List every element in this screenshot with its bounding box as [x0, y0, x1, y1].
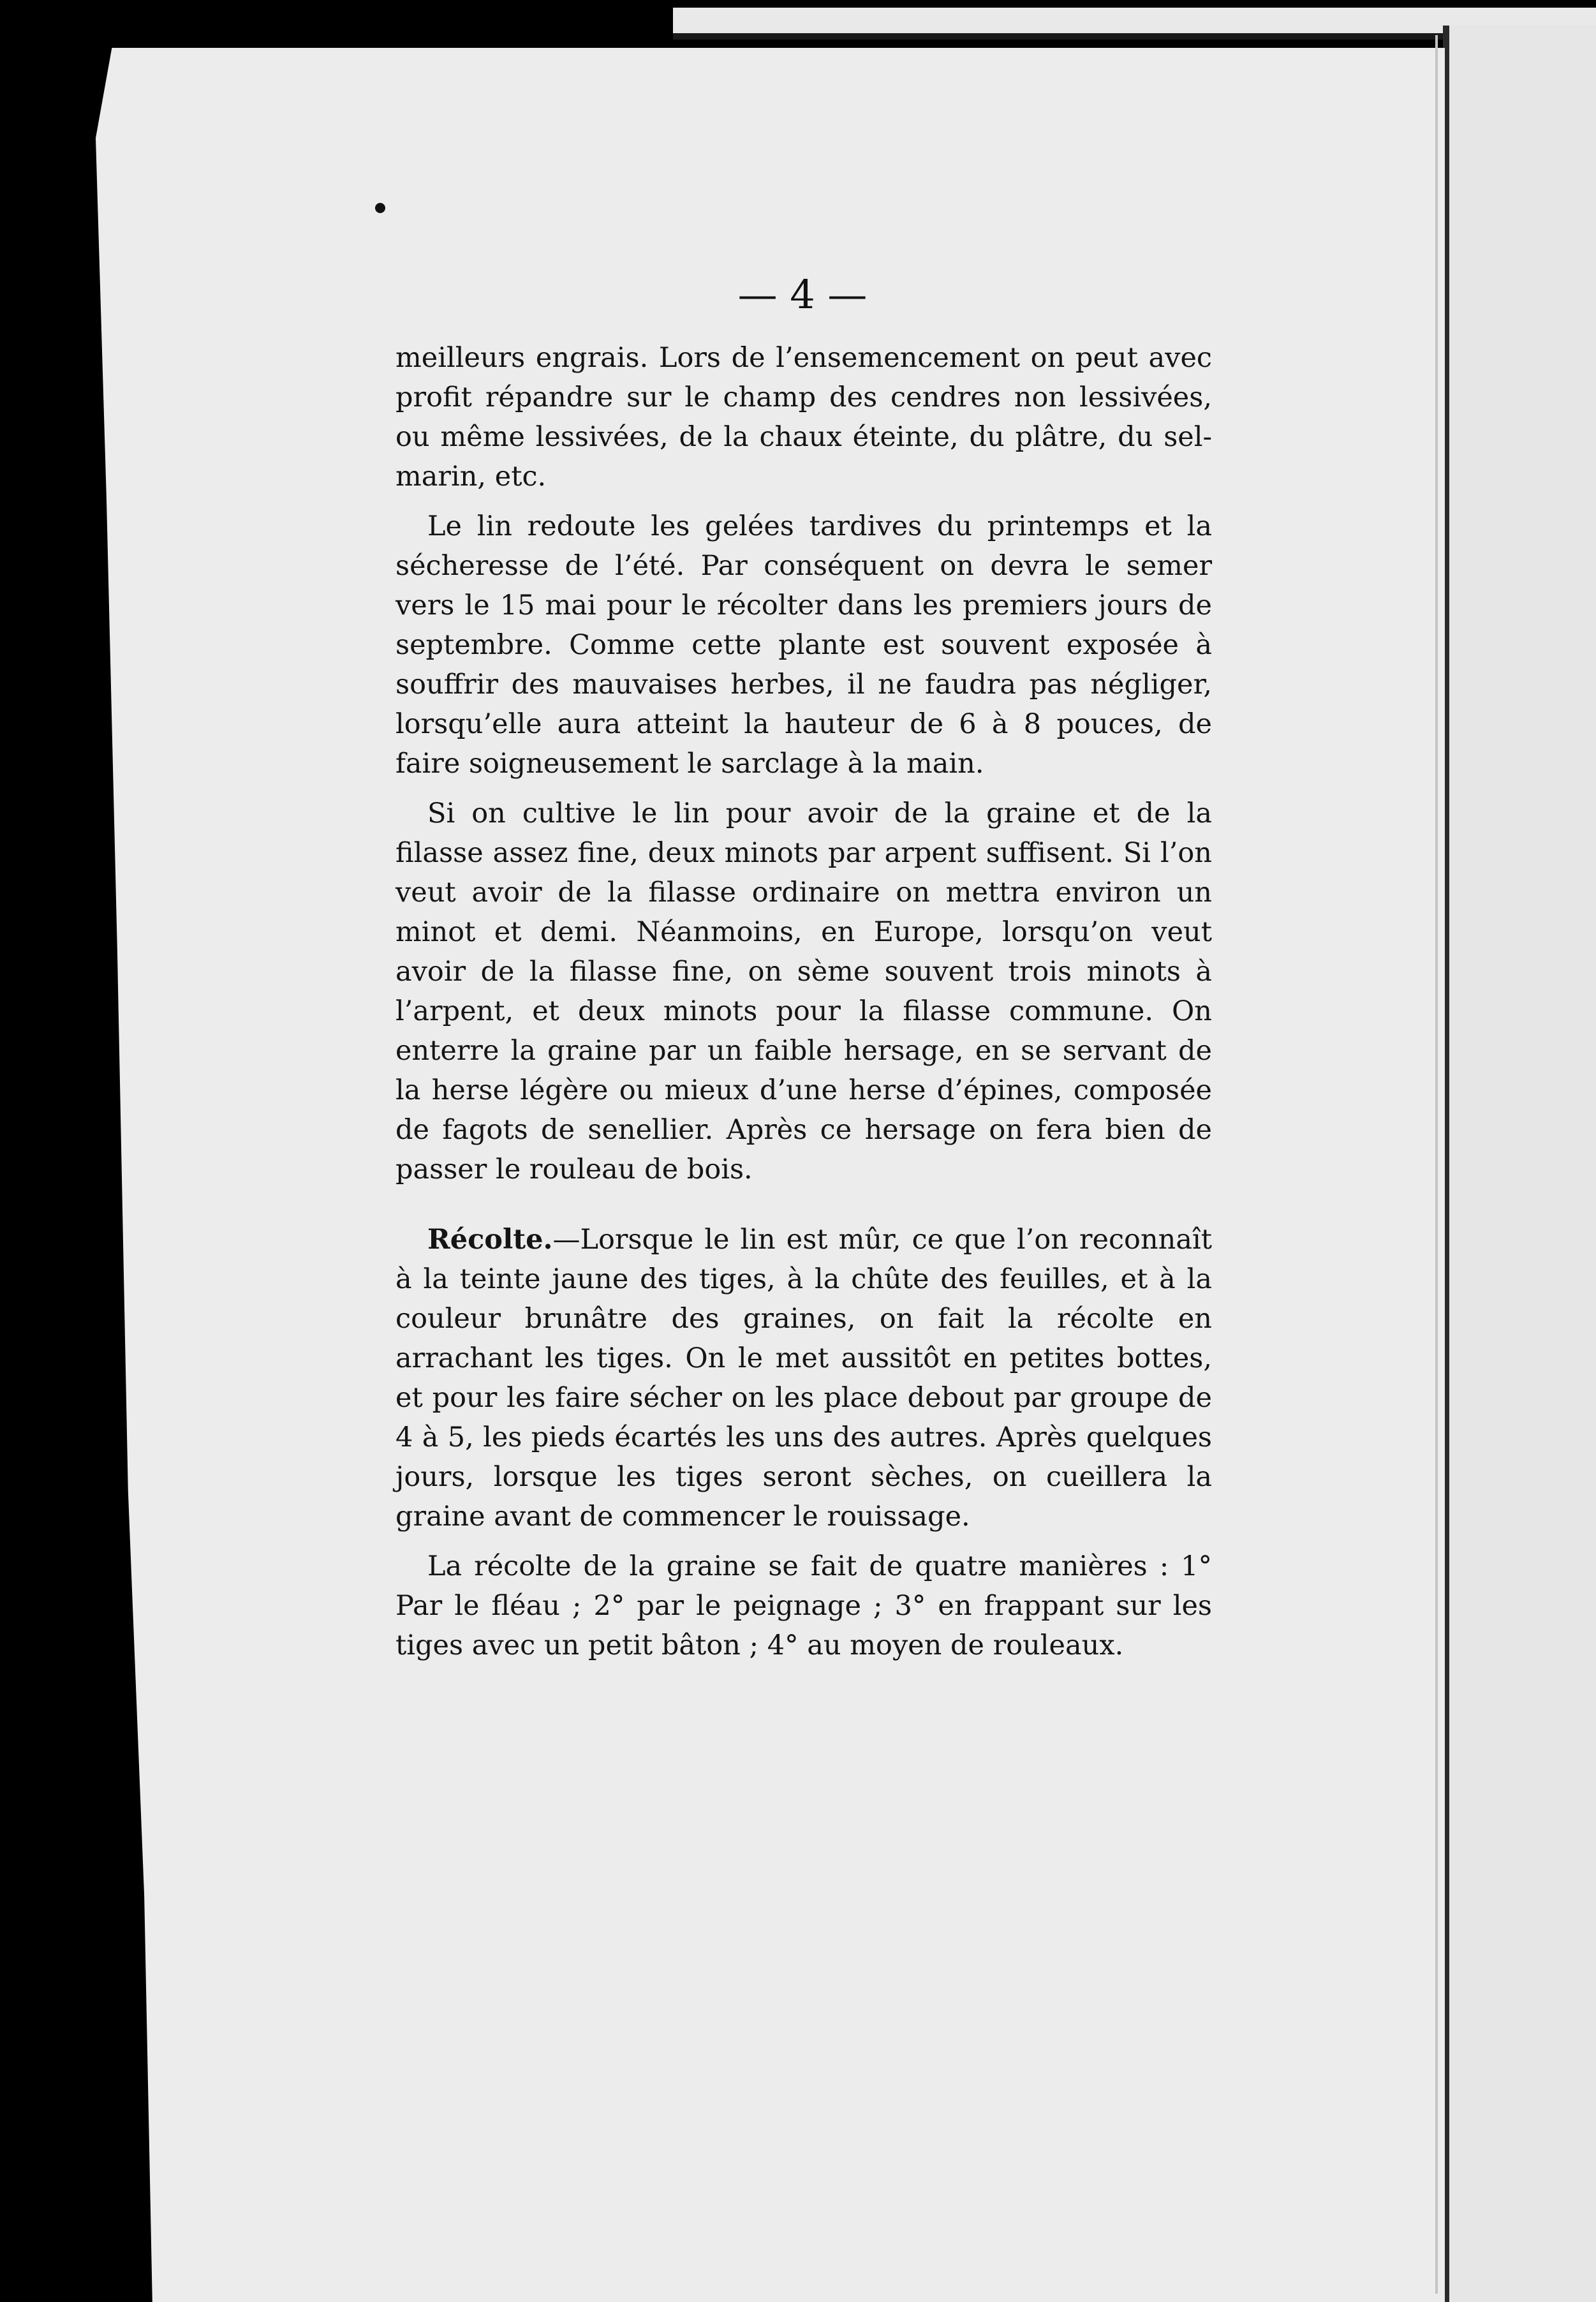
paragraph-3: Si on cultive le lin pour avoir de la graine et de la filasse assez fine, deux minots par arpent suffisent. Si l’on veut avoir de la filasse ordinaire on mettra environ un minot et demi. Néanmoins, en Europe, lorsqu’on veut avoir de la filasse fine, on sème souvent trois minots à l’arpent, et deux minots pour la filasse commune. On enterre la graine par un faible hersage, en se servant de la herse légère ou mieux d’une herse d’épines, composée de fagots de senellier. Après ce hersage on fera bien de passer le rouleau de bois.: [395, 798, 1212, 1185]
page-edge: [1435, 35, 1438, 2294]
paragraph-1: meilleurs engrais. Lors de l’ensemencement on peut avec profit répandre sur le champ des cendres non lessivées, ou même lessivées, de la chaux éteinte, du plâtre, du sel-marin, etc.: [395, 342, 1212, 493]
paragraph-2: Le lin redoute les gelées tardives du printemps et la sécheresse de l’été. Par conséquent on devra le semer vers le 15 mai pour le récolter dans les premiers jours de septembre. Comme cette plante est souvent exposée à souffrir des mauvaises herbes, il ne faudra pas négliger, lorsqu’elle aura atteint la hauteur de 6 à 8 pouces, de faire soigneusement le sarclage à la main.: [395, 510, 1212, 780]
body-text: [395, 338, 1212, 1675]
paragraph-4: [395, 1220, 1212, 1536]
ink-spot-mark: [375, 203, 385, 213]
section-heading-recolte: Récolte.: [427, 1224, 553, 1256]
paragraph-5: La récolte de la graine se fait de quatre manières : 1° Par le fléau ; 2° par le peignage ; 3° en frappant sur les tiges avec un petit bâton ; 4° au moyen de rouleaux.: [395, 1550, 1212, 1661]
paragraph-4-text: —Lorsque le lin est mûr, ce que l’on reconnaît à la teinte jaune des tiges, à la chûte des feuilles, et à la couleur brunâtre des graines, on fait la récolte en arrachant les tiges. On le met aussitôt en petites bottes, et pour les faire sécher on les place debout par groupe de 4 à 5, les pieds écartés les uns des autres. Après quelques jours, lorsque les tiges seront sèches, on cueillera la graine avant de commencer le rouissage.: [395, 1224, 1212, 1533]
page-number: — 4 —: [737, 271, 868, 318]
adjacent-page-right: [1449, 26, 1596, 2302]
